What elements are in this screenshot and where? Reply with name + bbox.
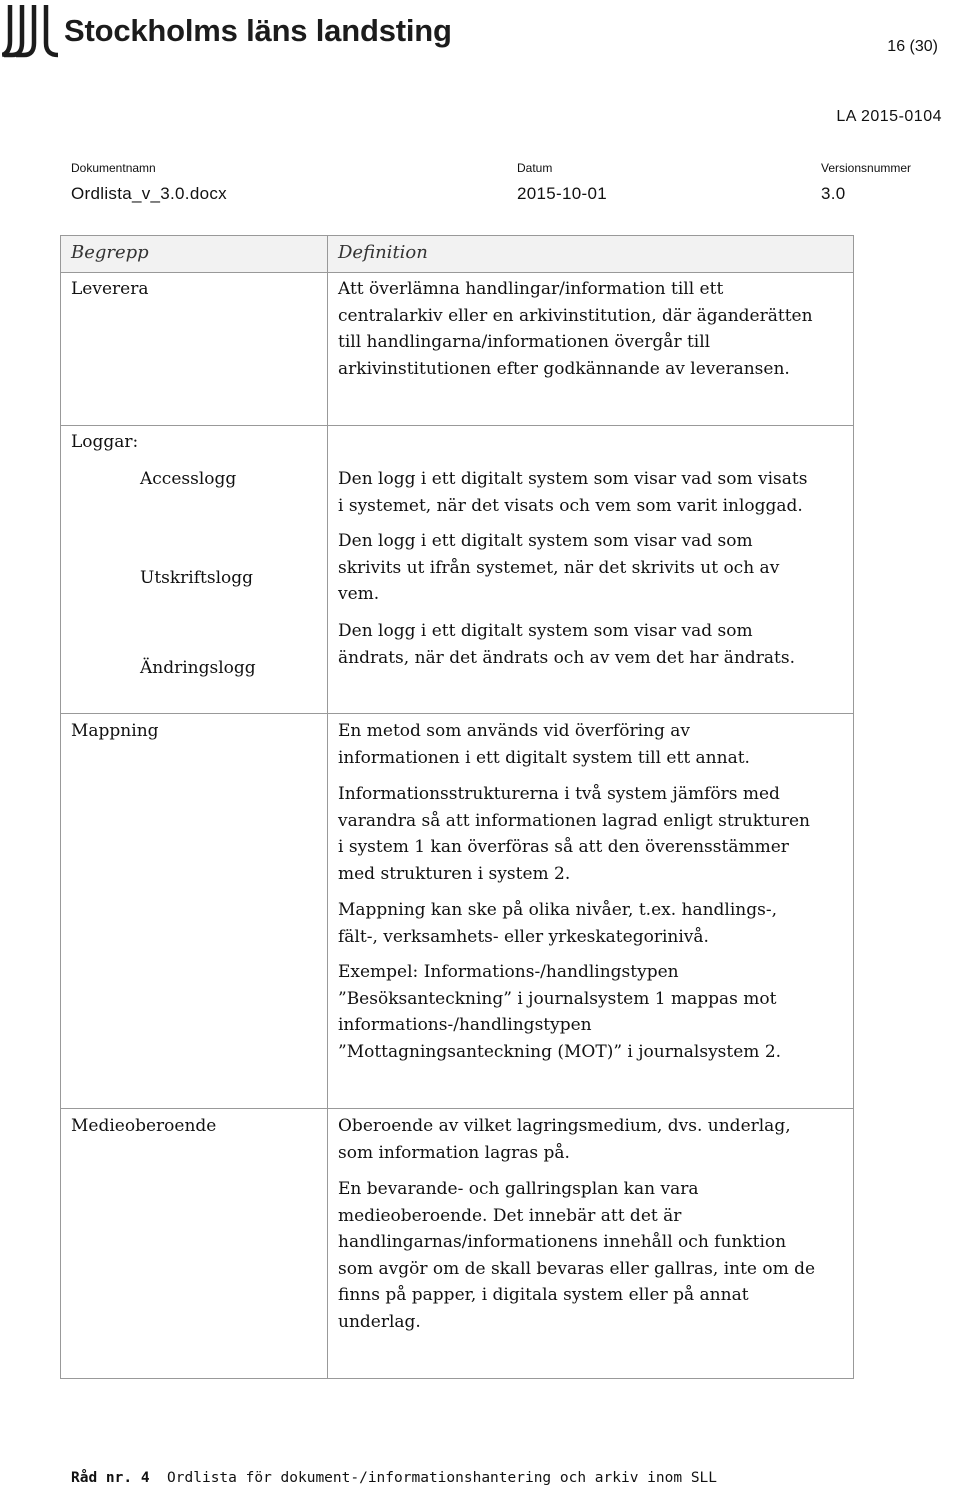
- footer-label: Råd nr. 4: [71, 1470, 150, 1486]
- row-divider: [60, 713, 854, 714]
- definition-medieoberoende-p2: En bevarande- och gallringsplan kan vara medieoberoende. Det innebär att det är handlingarnas/informationens innehåll och funktion som avgör om de skall bevaras eller gallras, inte om de finns på papper, i digitala system eller på annat underlag.: [338, 1179, 816, 1332]
- term-medieoberoende: Medieoberoende: [71, 1116, 217, 1136]
- sll-logo-icon: [2, 3, 62, 59]
- definition-mappning-p4: Exempel: Informations-/handlingstypen ”Besöksanteckning” i journalsystem 1 mappas mot informations-/handlingstypen ”Mottagningsanteckning (MOT)” i journalsystem 2.: [338, 962, 782, 1062]
- column-header-definition: Definition: [338, 242, 428, 263]
- column-header-term: Begrepp: [71, 242, 149, 263]
- row-divider: [60, 272, 854, 273]
- term-mappning: Mappning: [71, 721, 159, 741]
- term-andringslogg: Ändringslogg: [140, 658, 256, 678]
- footer-title: Ordlista för dokument-/informationshantering och arkiv inom SLL: [167, 1470, 718, 1486]
- term-utskriftslogg: Utskriftslogg: [140, 568, 254, 588]
- document-name-value: Ordlista_v_3.0.docx: [71, 184, 227, 203]
- term-loggar: Loggar:: [71, 432, 139, 452]
- date-label: Datum: [517, 161, 553, 175]
- page-number: 16 (30): [887, 38, 938, 55]
- definition-mappning-p3: Mappning kan ske på olika nivåer, t.ex. handlings-, fält-, verksamhets- eller yrkeskategorinivå.: [338, 900, 778, 947]
- document-id: LA 2015-0104: [836, 108, 942, 125]
- definition-mappning-p2: Informationsstrukturerna i två system jämförs med varandra så att informationen lagrad enligt strukturen i system 1 kan överföras så att den överensstämmer med strukturen i system 2.: [338, 784, 810, 884]
- definition-leverera: Att överlämna handlingar/information till ett centralarkiv eller en arkivinstitution, där äganderätten till handlingarna/informationen övergår till arkivinstitutionen efter godkännande av leveransen.: [338, 279, 813, 379]
- definition-accesslogg: Den logg i ett digitalt system som visar vad som visats i systemet, när det visats och vem som varit inloggad.: [338, 469, 808, 516]
- document-name-label: Dokumentnamn: [71, 161, 156, 175]
- definition-mappning-p1: En metod som används vid överföring av informationen i ett digitalt system till ett annat.: [338, 721, 750, 768]
- column-divider: [327, 235, 328, 1379]
- row-divider: [60, 425, 854, 426]
- page-footer: [71, 1470, 717, 1486]
- version-label: Versionsnummer: [821, 161, 912, 175]
- row-divider: [60, 1108, 854, 1109]
- definition-medieoberoende-p1: Oberoende av vilket lagringsmedium, dvs. underlag, som information lagras på.: [338, 1116, 791, 1163]
- date-value: 2015-10-01: [517, 184, 607, 203]
- org-name: Stockholms läns landsting: [64, 13, 452, 48]
- term-leverera: Leverera: [71, 279, 149, 299]
- sll-logo: [0, 0, 452, 62]
- version-value: 3.0: [821, 184, 846, 203]
- term-accesslogg: Accesslogg: [140, 469, 237, 489]
- definition-utskriftslogg: Den logg i ett digitalt system som visar vad som skrivits ut ifrån systemet, när det skrivits ut och av vem.: [338, 531, 780, 605]
- definition-andringslogg: Den logg i ett digitalt system som visar vad som ändrats, när det ändrats och av vem det har ändrats.: [338, 621, 795, 668]
